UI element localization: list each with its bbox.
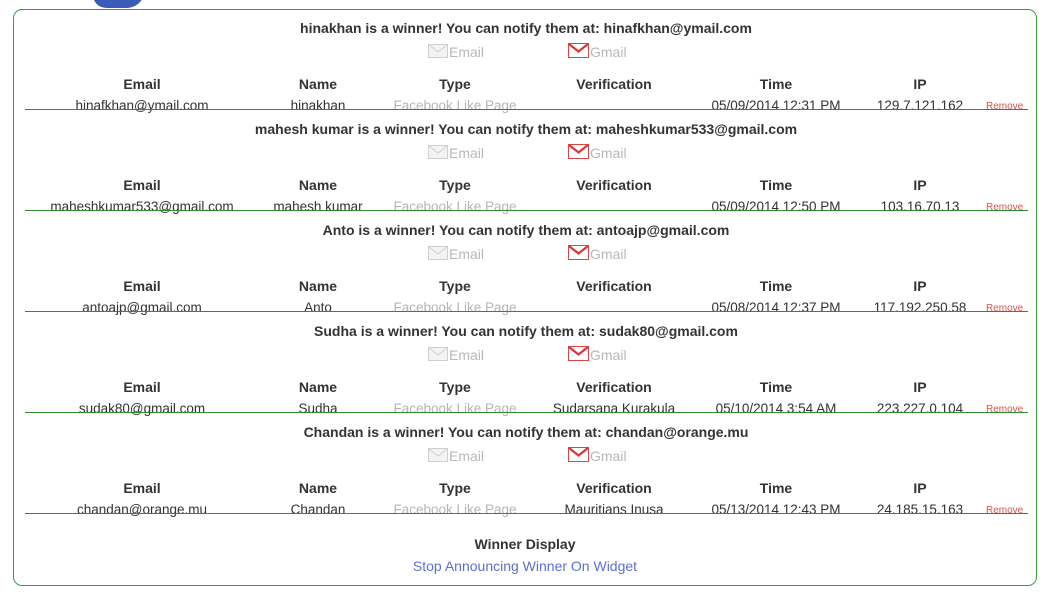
gmail-icon	[568, 245, 589, 263]
envelope-icon	[428, 246, 448, 263]
winner-type: Facebook Like Page	[393, 502, 517, 517]
column-header-time: Time	[759, 480, 793, 496]
envelope-icon	[428, 145, 448, 162]
column-header-email: Email	[123, 480, 161, 496]
winner-name: Chandan	[290, 502, 346, 517]
notify-email-label: Email	[449, 347, 485, 363]
notify-email-label: Email	[449, 246, 485, 262]
column-header-name: Name	[298, 379, 338, 395]
envelope-icon	[428, 448, 448, 465]
notify-email-link[interactable]	[428, 144, 484, 162]
column-header-time: Time	[759, 379, 793, 395]
remove-winner-link[interactable]: Remove	[986, 303, 1024, 314]
column-header-type: Type	[439, 278, 471, 294]
row-separator	[25, 311, 1028, 312]
column-header-verification: Verification	[576, 76, 652, 92]
gmail-icon	[568, 43, 589, 61]
winner-name: Sudha	[298, 401, 338, 416]
winner-email: maheshkumar533@gmail.com	[50, 199, 234, 214]
column-header-verification: Verification	[576, 480, 652, 496]
winner-headline: Sudha is a winner! You can notify them at: sudak80@gmail.com	[314, 323, 738, 339]
gmail-icon	[568, 447, 589, 465]
column-header-email: Email	[123, 177, 161, 193]
winner-type: Facebook Like Page	[393, 98, 517, 113]
winner-ip: 117.192.250.58	[873, 300, 967, 315]
winner-email: chandan@orange.mu	[76, 502, 208, 517]
notify-gmail-link[interactable]	[568, 245, 627, 263]
notify-gmail-link[interactable]	[568, 144, 627, 162]
row-separator	[25, 412, 1028, 413]
winner-entry	[14, 111, 1038, 212]
winner-entry	[14, 414, 1038, 515]
winner-email: sudak80@gmail.com	[78, 401, 206, 416]
winner-headline: mahesh kumar is a winner! You can notify them at: maheshkumar533@gmail.com	[254, 121, 798, 137]
column-header-time: Time	[759, 177, 793, 193]
column-header-ip: IP	[913, 177, 927, 193]
remove-winner-link[interactable]: Remove	[986, 505, 1024, 516]
notify-email-link[interactable]	[428, 447, 484, 465]
winner-name: hinakhan	[290, 98, 346, 113]
winner-time: 05/09/2014 12:31 PM	[711, 98, 841, 113]
row-separator	[25, 210, 1028, 211]
column-header-verification: Verification	[576, 379, 652, 395]
notify-gmail-label: Gmail	[590, 347, 627, 363]
winner-verification: Sudarsana Kurakula	[552, 401, 676, 416]
winner-time: 05/08/2014 12:37 PM	[711, 300, 841, 315]
notify-gmail-link[interactable]	[568, 43, 627, 61]
winner-type: Facebook Like Page	[393, 199, 517, 214]
column-header-ip: IP	[913, 76, 927, 92]
winner-display-title: Winner Display	[474, 536, 576, 552]
remove-winner-link[interactable]: Remove	[986, 404, 1024, 415]
column-header-email: Email	[123, 379, 161, 395]
winner-verification: Mauritians Inusa	[564, 502, 664, 517]
stop-announcing-link[interactable]: Stop Announcing Winner On Widget	[412, 558, 638, 574]
row-separator	[25, 513, 1028, 514]
column-header-ip: IP	[913, 379, 927, 395]
remove-winner-link[interactable]: Remove	[986, 202, 1024, 213]
column-header-name: Name	[298, 278, 338, 294]
column-header-verification: Verification	[576, 177, 652, 193]
winner-email: antoajp@gmail.com	[82, 300, 202, 315]
column-header-name: Name	[298, 177, 338, 193]
winner-email: hinafkhan@ymail.com	[75, 98, 209, 113]
notify-gmail-link[interactable]	[568, 447, 627, 465]
notify-gmail-label: Gmail	[590, 145, 627, 161]
column-header-type: Type	[439, 177, 471, 193]
column-header-ip: IP	[913, 278, 927, 294]
envelope-icon	[428, 44, 448, 61]
winner-entry	[14, 212, 1038, 313]
winner-time: 05/13/2014 12:43 PM	[711, 502, 841, 517]
winner-name: mahesh kumar	[273, 199, 363, 214]
header-tab-decoration	[91, 0, 146, 8]
column-header-type: Type	[439, 76, 471, 92]
notify-gmail-label: Gmail	[590, 44, 627, 60]
column-header-verification: Verification	[576, 278, 652, 294]
column-header-type: Type	[439, 480, 471, 496]
winner-ip: 129.7.121.162	[876, 98, 964, 113]
winner-ip: 223.227.0.104	[876, 401, 964, 416]
column-header-time: Time	[759, 278, 793, 294]
notify-email-label: Email	[449, 145, 485, 161]
column-header-name: Name	[298, 76, 338, 92]
remove-winner-link[interactable]: Remove	[986, 101, 1024, 112]
winner-entry	[14, 10, 1038, 111]
column-header-type: Type	[439, 379, 471, 395]
gmail-icon	[568, 346, 589, 364]
winner-headline: Chandan is a winner! You can notify them at: chandan@orange.mu	[303, 424, 749, 440]
winner-ip: 103.16.70.13	[880, 199, 960, 214]
column-header-ip: IP	[913, 480, 927, 496]
column-header-name: Name	[298, 480, 338, 496]
winner-name: Anto	[304, 300, 332, 315]
envelope-icon	[428, 347, 448, 364]
notify-gmail-label: Gmail	[590, 448, 627, 464]
notify-email-label: Email	[449, 44, 485, 60]
notify-email-link[interactable]	[428, 245, 484, 263]
notify-email-link[interactable]	[428, 346, 484, 364]
winner-headline: hinakhan is a winner! You can notify them at: hinafkhan@ymail.com	[300, 20, 752, 36]
notify-email-label: Email	[449, 448, 485, 464]
row-separator	[25, 109, 1028, 110]
winners-panel	[13, 9, 1037, 586]
column-header-time: Time	[759, 76, 793, 92]
notify-gmail-label: Gmail	[590, 246, 627, 262]
notify-gmail-link[interactable]	[568, 346, 627, 364]
column-header-email: Email	[123, 76, 161, 92]
winner-ip: 24.185.15.163	[876, 502, 964, 517]
winner-type: Facebook Like Page	[393, 300, 517, 315]
notify-email-link[interactable]	[428, 43, 484, 61]
winner-time: 05/10/2014 3:54 AM	[715, 401, 837, 416]
winner-time: 05/09/2014 12:50 PM	[711, 199, 841, 214]
column-header-email: Email	[123, 278, 161, 294]
winner-entry	[14, 313, 1038, 414]
winner-type: Facebook Like Page	[393, 401, 517, 416]
winner-headline: Anto is a winner! You can notify them at: antoajp@gmail.com	[322, 222, 730, 238]
gmail-icon	[568, 144, 589, 162]
